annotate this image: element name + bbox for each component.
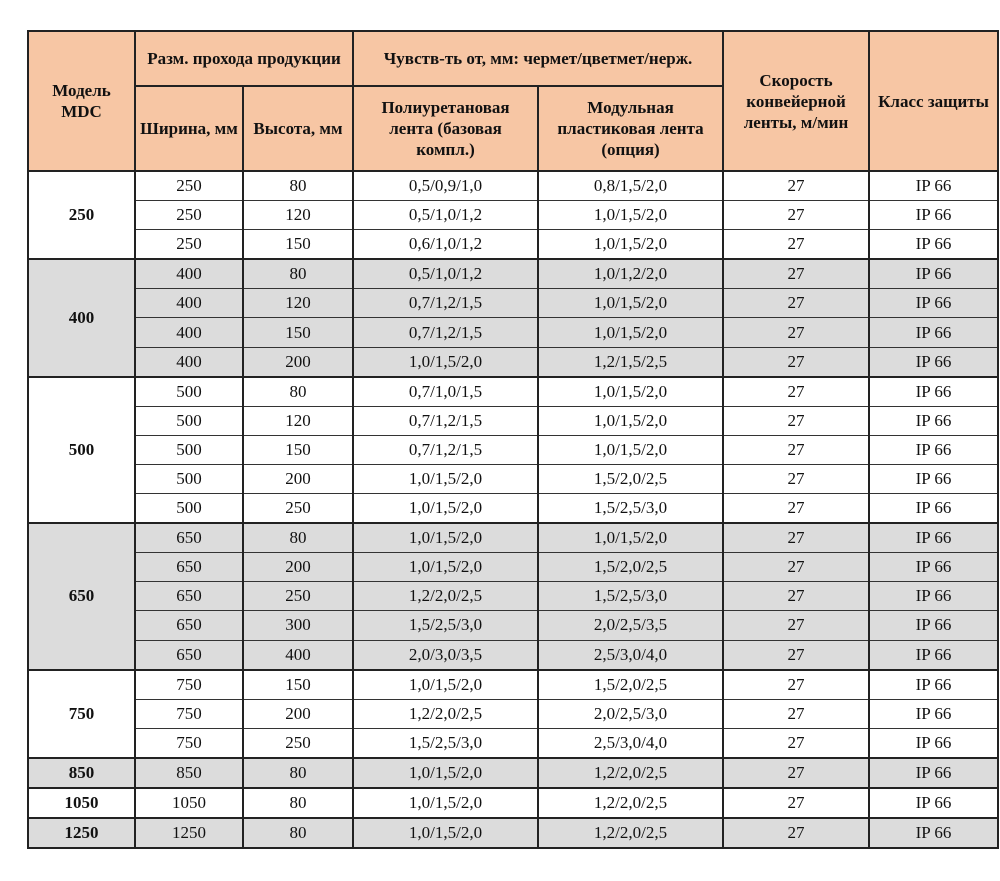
cell-pu-sensitivity: 0,7/1,2/1,5	[353, 406, 538, 435]
cell-height: 200	[243, 553, 353, 582]
cell-height: 250	[243, 494, 353, 524]
cell-pu-sensitivity: 1,0/1,5/2,0	[353, 670, 538, 700]
cell-width: 850	[135, 758, 243, 788]
cell-height: 120	[243, 289, 353, 318]
spec-table-container	[27, 30, 989, 849]
cell-plastic-sensitivity: 1,5/2,0/2,5	[538, 464, 723, 493]
cell-speed: 27	[723, 670, 869, 700]
cell-pu-sensitivity: 1,0/1,5/2,0	[353, 818, 538, 848]
cell-protection: IP 66	[869, 464, 998, 493]
cell-protection: IP 66	[869, 523, 998, 553]
table-row	[28, 670, 998, 700]
header-plastic-belt: Модульная пластиковая лента (опция)	[538, 86, 723, 171]
cell-protection: IP 66	[869, 553, 998, 582]
cell-plastic-sensitivity: 1,2/2,0/2,5	[538, 818, 723, 848]
cell-speed: 27	[723, 318, 869, 347]
cell-speed: 27	[723, 728, 869, 758]
cell-protection: IP 66	[869, 640, 998, 670]
cell-speed: 27	[723, 818, 869, 848]
table-row	[28, 699, 998, 728]
cell-height: 200	[243, 699, 353, 728]
cell-protection: IP 66	[869, 377, 998, 407]
table-row	[28, 259, 998, 289]
cell-height: 80	[243, 758, 353, 788]
cell-pu-sensitivity: 1,0/1,5/2,0	[353, 464, 538, 493]
model-cell: 500	[28, 377, 135, 523]
cell-speed: 27	[723, 464, 869, 493]
cell-height: 80	[243, 171, 353, 201]
cell-height: 250	[243, 728, 353, 758]
cell-width: 750	[135, 728, 243, 758]
header-model: Модель MDC	[28, 31, 135, 171]
cell-protection: IP 66	[869, 611, 998, 640]
cell-protection: IP 66	[869, 347, 998, 377]
table-row	[28, 201, 998, 230]
cell-speed: 27	[723, 758, 869, 788]
cell-width: 500	[135, 435, 243, 464]
cell-plastic-sensitivity: 1,0/1,5/2,0	[538, 523, 723, 553]
cell-protection: IP 66	[869, 788, 998, 818]
cell-width: 400	[135, 259, 243, 289]
cell-speed: 27	[723, 435, 869, 464]
cell-pu-sensitivity: 2,0/3,0/3,5	[353, 640, 538, 670]
cell-plastic-sensitivity: 1,0/1,5/2,0	[538, 406, 723, 435]
cell-height: 80	[243, 523, 353, 553]
model-cell: 750	[28, 670, 135, 758]
cell-width: 750	[135, 670, 243, 700]
cell-pu-sensitivity: 1,5/2,5/3,0	[353, 611, 538, 640]
model-cell: 1250	[28, 818, 135, 848]
model-cell: 1050	[28, 788, 135, 818]
table-row	[28, 523, 998, 553]
cell-speed: 27	[723, 640, 869, 670]
cell-pu-sensitivity: 0,6/1,0/1,2	[353, 230, 538, 260]
header-pu-belt: Полиуретановая лента (базовая компл.)	[353, 86, 538, 171]
cell-speed: 27	[723, 230, 869, 260]
cell-plastic-sensitivity: 2,0/2,5/3,0	[538, 699, 723, 728]
cell-protection: IP 66	[869, 582, 998, 611]
table-row	[28, 406, 998, 435]
cell-width: 500	[135, 464, 243, 493]
table-row	[28, 758, 998, 788]
cell-protection: IP 66	[869, 758, 998, 788]
model-cell: 250	[28, 171, 135, 259]
cell-height: 200	[243, 347, 353, 377]
cell-plastic-sensitivity: 1,0/1,5/2,0	[538, 201, 723, 230]
cell-height: 200	[243, 464, 353, 493]
cell-plastic-sensitivity: 2,5/3,0/4,0	[538, 728, 723, 758]
cell-speed: 27	[723, 553, 869, 582]
cell-protection: IP 66	[869, 435, 998, 464]
cell-plastic-sensitivity: 1,5/2,5/3,0	[538, 582, 723, 611]
cell-speed: 27	[723, 406, 869, 435]
cell-plastic-sensitivity: 1,2/2,0/2,5	[538, 758, 723, 788]
cell-width: 650	[135, 523, 243, 553]
cell-pu-sensitivity: 0,5/1,0/1,2	[353, 201, 538, 230]
cell-pu-sensitivity: 0,7/1,0/1,5	[353, 377, 538, 407]
cell-plastic-sensitivity: 1,0/1,2/2,0	[538, 259, 723, 289]
table-header	[28, 31, 998, 171]
cell-height: 150	[243, 670, 353, 700]
cell-protection: IP 66	[869, 230, 998, 260]
table-row	[28, 347, 998, 377]
cell-pu-sensitivity: 0,7/1,2/1,5	[353, 289, 538, 318]
cell-protection: IP 66	[869, 289, 998, 318]
cell-speed: 27	[723, 201, 869, 230]
cell-width: 400	[135, 318, 243, 347]
header-height: Высота, мм	[243, 86, 353, 171]
cell-plastic-sensitivity: 1,5/2,0/2,5	[538, 553, 723, 582]
cell-pu-sensitivity: 0,5/0,9/1,0	[353, 171, 538, 201]
cell-protection: IP 66	[869, 171, 998, 201]
cell-protection: IP 66	[869, 728, 998, 758]
table-row	[28, 377, 998, 407]
table-row	[28, 435, 998, 464]
cell-protection: IP 66	[869, 259, 998, 289]
cell-width: 250	[135, 201, 243, 230]
cell-height: 300	[243, 611, 353, 640]
cell-speed: 27	[723, 788, 869, 818]
cell-plastic-sensitivity: 1,2/2,0/2,5	[538, 788, 723, 818]
cell-pu-sensitivity: 0,7/1,2/1,5	[353, 318, 538, 347]
cell-pu-sensitivity: 0,5/1,0/1,2	[353, 259, 538, 289]
cell-height: 80	[243, 259, 353, 289]
cell-height: 150	[243, 318, 353, 347]
table-row	[28, 464, 998, 493]
cell-pu-sensitivity: 1,2/2,0/2,5	[353, 582, 538, 611]
cell-protection: IP 66	[869, 818, 998, 848]
cell-speed: 27	[723, 611, 869, 640]
cell-plastic-sensitivity: 2,0/2,5/3,5	[538, 611, 723, 640]
cell-width: 650	[135, 640, 243, 670]
cell-protection: IP 66	[869, 318, 998, 347]
table-body	[28, 171, 998, 848]
cell-width: 650	[135, 582, 243, 611]
cell-pu-sensitivity: 1,2/2,0/2,5	[353, 699, 538, 728]
cell-width: 250	[135, 230, 243, 260]
cell-protection: IP 66	[869, 494, 998, 524]
cell-width: 500	[135, 494, 243, 524]
cell-speed: 27	[723, 699, 869, 728]
cell-width: 750	[135, 699, 243, 728]
cell-plastic-sensitivity: 0,8/1,5/2,0	[538, 171, 723, 201]
cell-pu-sensitivity: 1,0/1,5/2,0	[353, 494, 538, 524]
model-cell: 850	[28, 758, 135, 788]
cell-plastic-sensitivity: 1,5/2,0/2,5	[538, 670, 723, 700]
cell-width: 400	[135, 347, 243, 377]
cell-plastic-sensitivity: 1,0/1,5/2,0	[538, 377, 723, 407]
cell-speed: 27	[723, 289, 869, 318]
table-row	[28, 230, 998, 260]
table-row	[28, 728, 998, 758]
cell-height: 250	[243, 582, 353, 611]
cell-width: 250	[135, 171, 243, 201]
cell-height: 80	[243, 788, 353, 818]
table-row	[28, 289, 998, 318]
table-row	[28, 318, 998, 347]
cell-speed: 27	[723, 347, 869, 377]
header-passage: Разм. прохода продукции	[135, 31, 353, 86]
table-row	[28, 171, 998, 201]
cell-plastic-sensitivity: 1,5/2,5/3,0	[538, 494, 723, 524]
cell-plastic-sensitivity: 1,0/1,5/2,0	[538, 289, 723, 318]
cell-height: 120	[243, 406, 353, 435]
header-row-1	[28, 31, 998, 86]
cell-plastic-sensitivity: 2,5/3,0/4,0	[538, 640, 723, 670]
table-row	[28, 788, 998, 818]
cell-plastic-sensitivity: 1,0/1,5/2,0	[538, 435, 723, 464]
cell-pu-sensitivity: 1,5/2,5/3,0	[353, 728, 538, 758]
cell-speed: 27	[723, 259, 869, 289]
cell-plastic-sensitivity: 1,0/1,5/2,0	[538, 318, 723, 347]
model-cell: 400	[28, 259, 135, 376]
cell-height: 120	[243, 201, 353, 230]
table-row	[28, 494, 998, 524]
cell-speed: 27	[723, 582, 869, 611]
cell-width: 650	[135, 553, 243, 582]
cell-speed: 27	[723, 377, 869, 407]
cell-pu-sensitivity: 1,0/1,5/2,0	[353, 523, 538, 553]
header-protection: Класс защиты	[869, 31, 998, 171]
table-row	[28, 818, 998, 848]
table-row	[28, 611, 998, 640]
cell-width: 500	[135, 406, 243, 435]
cell-speed: 27	[723, 494, 869, 524]
cell-height: 150	[243, 435, 353, 464]
cell-width: 1050	[135, 788, 243, 818]
cell-speed: 27	[723, 171, 869, 201]
table-row	[28, 553, 998, 582]
cell-pu-sensitivity: 0,7/1,2/1,5	[353, 435, 538, 464]
table-row	[28, 640, 998, 670]
cell-pu-sensitivity: 1,0/1,5/2,0	[353, 553, 538, 582]
cell-protection: IP 66	[869, 406, 998, 435]
cell-pu-sensitivity: 1,0/1,5/2,0	[353, 758, 538, 788]
cell-width: 500	[135, 377, 243, 407]
cell-height: 400	[243, 640, 353, 670]
header-speed: Скорость конвейерной ленты, м/мин	[723, 31, 869, 171]
cell-protection: IP 66	[869, 699, 998, 728]
spec-table	[27, 30, 999, 849]
cell-plastic-sensitivity: 1,0/1,5/2,0	[538, 230, 723, 260]
cell-height: 80	[243, 377, 353, 407]
cell-pu-sensitivity: 1,0/1,5/2,0	[353, 788, 538, 818]
cell-height: 150	[243, 230, 353, 260]
cell-height: 80	[243, 818, 353, 848]
cell-protection: IP 66	[869, 201, 998, 230]
header-width: Ширина, мм	[135, 86, 243, 171]
cell-pu-sensitivity: 1,0/1,5/2,0	[353, 347, 538, 377]
table-row	[28, 582, 998, 611]
cell-protection: IP 66	[869, 670, 998, 700]
cell-width: 650	[135, 611, 243, 640]
cell-speed: 27	[723, 523, 869, 553]
model-cell: 650	[28, 523, 135, 669]
cell-width: 400	[135, 289, 243, 318]
cell-plastic-sensitivity: 1,2/1,5/2,5	[538, 347, 723, 377]
cell-width: 1250	[135, 818, 243, 848]
header-sensitivity: Чувств-ть от, мм: чермет/цветмет/нерж.	[353, 31, 723, 86]
